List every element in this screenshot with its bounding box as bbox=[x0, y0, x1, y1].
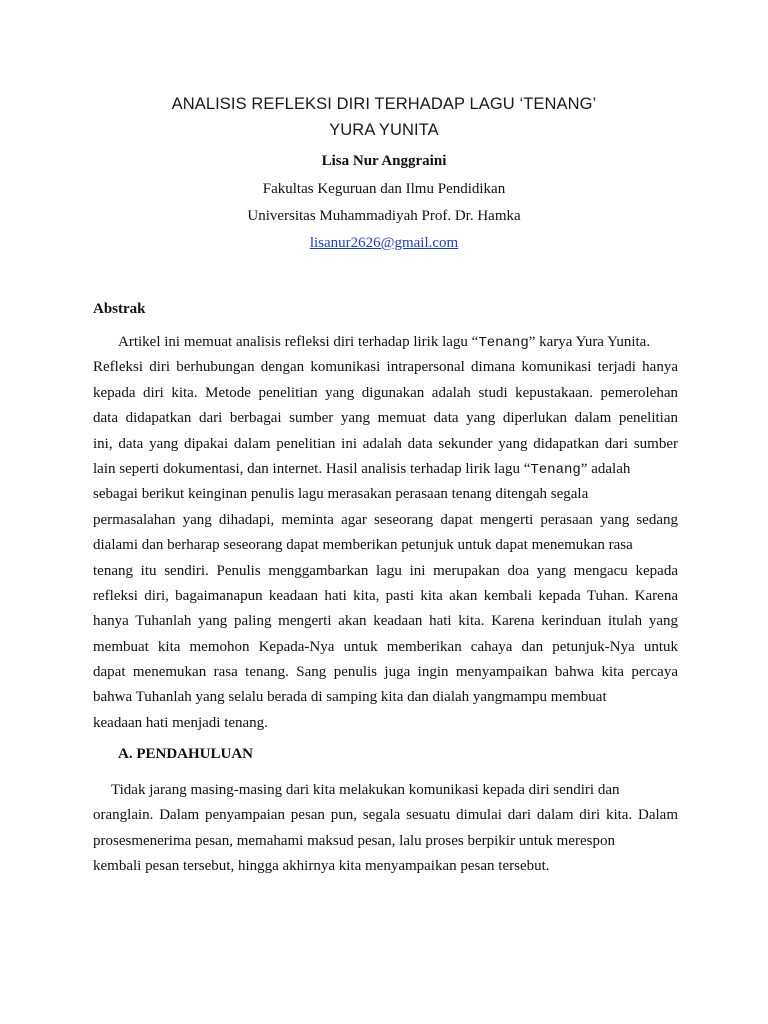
abstract-text: ” adalah bbox=[580, 460, 631, 477]
abstract-line: membuat kita memohon Kepada-Nya untuk memberikan cahaya dan petunjuk-Nya untuk bbox=[93, 638, 678, 655]
abstract-line: kepada diri kita. Metode penelitian yang digunakan adalah studi kepustakaan. pemerolehan bbox=[93, 384, 678, 401]
abstract-line: bahwa Tuhanlah yang selalu berada di samping kita dan dialah yangmampu membuat bbox=[93, 689, 607, 706]
author-university: Universitas Muhammadiyah Prof. Dr. Hamka bbox=[247, 208, 521, 224]
abstract-line bbox=[93, 330, 678, 355]
author-email-link[interactable]: lisanur2626@gmail.com bbox=[309, 235, 459, 251]
abstract-line: keadaan hati menjadi tenang. bbox=[93, 714, 268, 731]
intro-line: Tidak jarang masing-masing dari kita melakukan komunikasi kepada diri sendiri dan bbox=[111, 782, 620, 798]
abstract-line: Refleksi diri berhubungan dengan komunikasi intrapersonal dimana komunikasi terjadi hanya bbox=[93, 359, 678, 376]
song-title: Tenang bbox=[530, 461, 581, 478]
section-a-heading: A. PENDAHULUAN bbox=[118, 746, 253, 762]
abstract-line: dapat menemukan rasa tenang. Sang penulis juga ingin menyampaikan bahwa kita percaya bbox=[93, 664, 678, 681]
intro-paragraph bbox=[93, 778, 678, 880]
abstract-line: hanya Tuhanlah yang paling mengerti akan keadaan hati kita. Karena kerinduan itulah yang bbox=[93, 613, 678, 630]
abstract-line: data didapatkan dari berbagai sumber yang memuat data yang diperlukan dalam penelitian bbox=[93, 410, 678, 427]
author-email-row bbox=[0, 235, 768, 252]
paper-title-line-2: YURA YUNITA bbox=[329, 121, 439, 139]
paper-title-line-1: ANALISIS REFLEKSI DIRI TERHADAP LAGU ‘TENANG’ bbox=[171, 95, 597, 113]
abstract-line: permasalahan yang dihadapi, meminta agar seseorang dapat mengerti perasaan yang sedang bbox=[93, 511, 678, 528]
song-title: Tenang bbox=[478, 335, 529, 351]
abstract-line: sebagai berikut keinginan penulis lagu merasakan perasaan tenang ditengah segala bbox=[93, 486, 589, 503]
abstract-text: Artikel ini memuat analisis refleksi diri terhadap lirik lagu “ bbox=[118, 334, 479, 350]
intro-line: oranglain. Dalam penyampaian pesan pun, segala sesuatu dimulai dari dalam diri kita. Dalam bbox=[93, 807, 678, 824]
abstract-line: refleksi diri, bagaimanapun keadaan hati kita, pasti kita akan kembali kepada Tuhan. Karena bbox=[93, 587, 678, 604]
author-name: Lisa Nur Anggraini bbox=[321, 153, 447, 169]
abstract-heading: Abstrak bbox=[93, 301, 146, 317]
abstract-line: ini, data yang dipakai dalam penelitian ini adalah data sekunder yang didapatkan dari sumber bbox=[93, 435, 678, 452]
abstract-paragraph bbox=[93, 330, 678, 736]
intro-line: prosesmenerima pesan, memahami maksud pesan, lalu proses berpikir untuk merespon bbox=[93, 832, 615, 849]
abstract-line bbox=[93, 457, 678, 482]
abstract-text: lain seperti dokumentasi, dan internet. Hasil analisis terhadap lirik lagu “ bbox=[93, 460, 531, 477]
abstract-line: dialami dan berharap seseorang dapat memberikan petunjuk untuk dapat menemukan rasa bbox=[93, 537, 633, 554]
abstract-line: tenang itu sendiri. Penulis menggambarkan lagu ini merupakan doa yang mengacu kepada bbox=[93, 562, 678, 579]
intro-line: kembali pesan tersebut, hingga akhirnya kita menyampaikan pesan tersebut. bbox=[93, 858, 550, 875]
author-faculty: Fakultas Keguruan dan Ilmu Pendidikan bbox=[262, 181, 506, 197]
abstract-text: ” karya Yura Yunita. bbox=[528, 334, 651, 350]
